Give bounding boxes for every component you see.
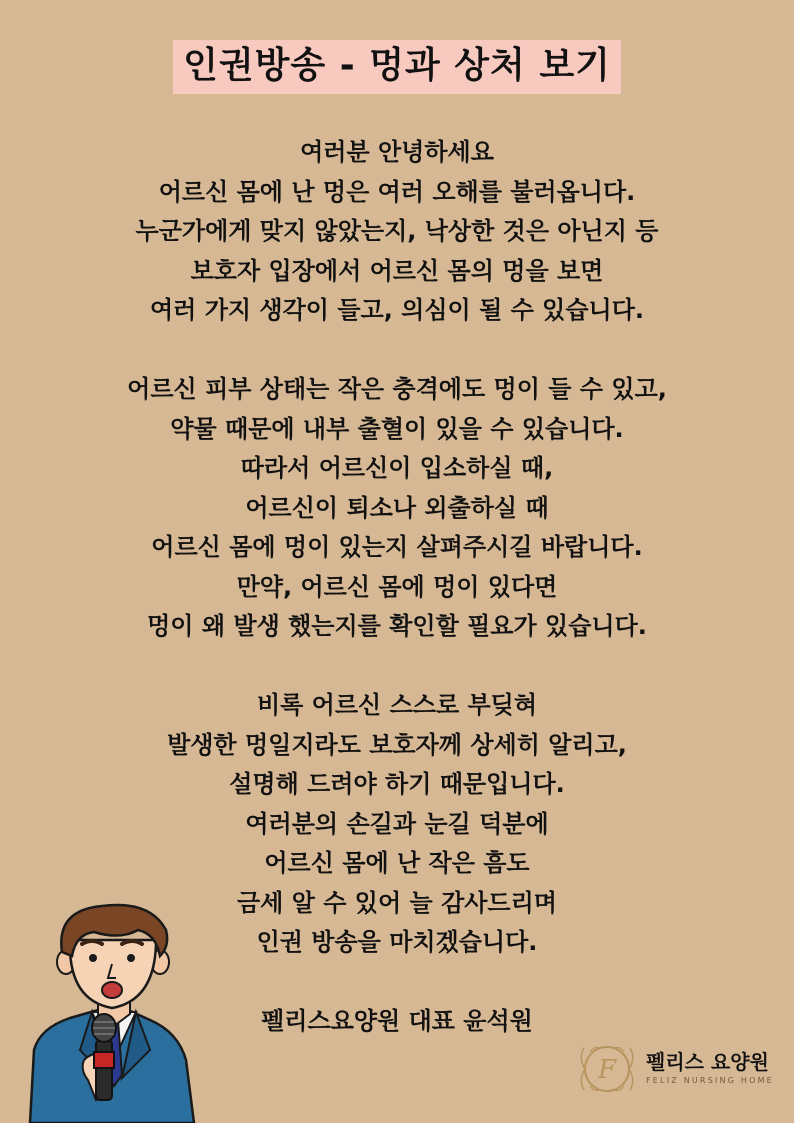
signature: 펠리스요양원 대표 윤석원 [261, 1007, 533, 1035]
text-line: 발생한 멍일지라도 보호자께 상세히 알리고, [167, 730, 627, 759]
page-title: 인권방송 - 멍과 상처 보기 [173, 40, 621, 94]
text-line: 어르신 피부 상태는 작은 충격에도 멍이 들 수 있고, [127, 375, 667, 403]
text-line: 어르신이 퇴소나 외출하실 때 [245, 493, 549, 522]
text-line: 여러분 안녕하세요 [300, 138, 494, 166]
text-line: 만약, 어르신 몸에 멍이 있다면 [236, 572, 558, 601]
text-line: 따라서 어르신이 입소하실 때, [240, 454, 554, 482]
text-line: 인권 방송을 마치겠습니다. [256, 928, 538, 956]
title-area [0, 40, 794, 94]
text-line: 어르신 몸에 난 멍은 여러 오해를 불러옵니다. [158, 177, 636, 206]
text-line: 보호자 입장에서 어르신 몸의 멍을 보면 [190, 256, 604, 285]
logo-name: 펠리스 요양원 [646, 1050, 769, 1074]
text-line: 여러 가지 생각이 들고, 의심이 될 수 있습니다. [149, 296, 645, 324]
paragraph-skin-condition [0, 370, 794, 647]
presenter-with-microphone-illustration [10, 900, 210, 1123]
feliz-nursing-home-logo [574, 1040, 789, 1098]
monogram-emblem-icon [574, 1040, 640, 1098]
monogram-letter: F [597, 1055, 617, 1085]
text-line: 어르신 몸에 난 작은 흠도 [264, 849, 530, 877]
paragraph-greeting [0, 133, 794, 331]
text-line: 멍이 왜 발생 했는지를 확인할 필요가 있습니다. [147, 612, 647, 640]
text-line: 약물 때문에 내부 출혈이 있을 수 있습니다. [170, 414, 624, 443]
text-line: 어르신 몸에 멍이 있는지 살펴주시길 바랍니다. [151, 533, 643, 561]
text-line: 금세 알 수 있어 늘 감사드리며 [237, 888, 557, 917]
logo-subtitle: FELIZ NURSING HOME [646, 1076, 774, 1085]
text-line: 설명해 드려야 하기 때문입니다. [229, 770, 565, 798]
text-line: 누군가에게 맞지 않았는지, 낙상한 것은 아닌지 등 [135, 217, 659, 245]
text-line: 여러분의 손길과 눈길 덕분에 [245, 809, 549, 838]
text-line: 비록 어르신 스스로 부딪혀 [256, 691, 538, 719]
